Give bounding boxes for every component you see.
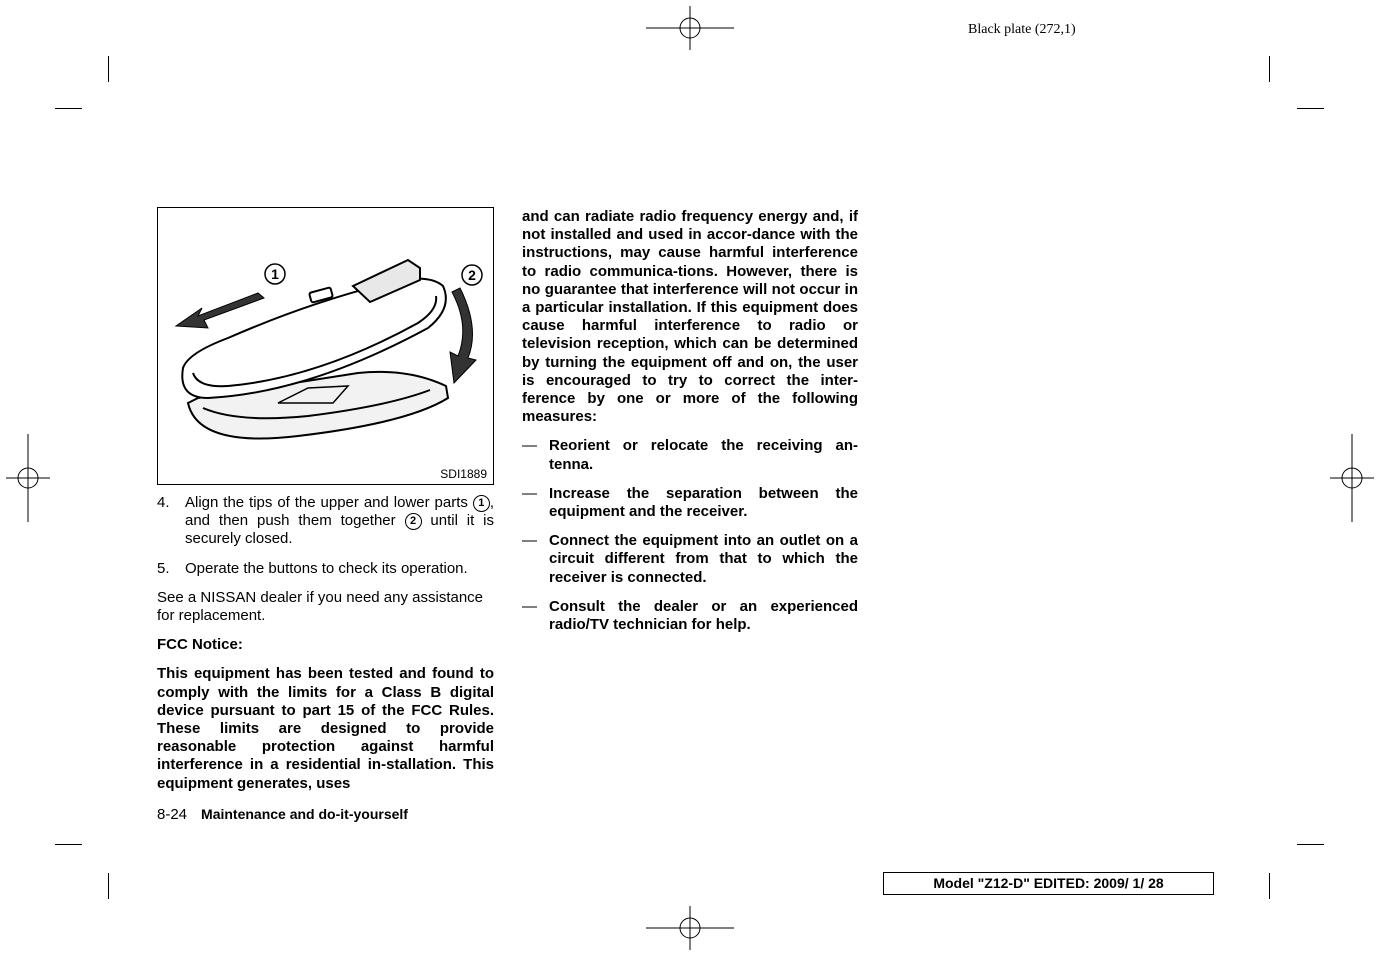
left-column: [157, 494, 494, 804]
step-text-part: until it is securely closed.: [185, 512, 494, 548]
key-fob-illustration: [158, 208, 495, 486]
step-text: Operate the buttons to check its operation.: [185, 559, 468, 577]
callout-2: [462, 265, 482, 285]
fcc-paragraph-2: and can radiate radio frequency energy and, if not installed and used in accor-dance with the instructions, may cause harmful interference to radio communica-tions. However, there is no guarantee that interference will not occur in a particular installation. If this equipment does cause harmful interference to radio or television reception, which can be determined by turning the equipment off and on, the user is encouraged to try to correct the inter-ference by one or more of the following measures:: [522, 208, 858, 426]
measure-text: Increase the separation between the equipment and the receiver.: [549, 484, 858, 521]
step-4: [157, 494, 494, 549]
step-5: [157, 560, 494, 578]
measure-item: [522, 485, 858, 521]
dash-mark: —: [522, 484, 537, 502]
fcc-paragraph-1: This equipment has been tested and found to comply with the limits for a Class B digital device pursuant to part 15 of the FCC Rules. These limits are designed to provide reasonable protection against harmful interference in a residential in-stallation. This equipment generates, uses: [157, 665, 494, 792]
section-title: Maintenance and do-it-yourself: [201, 806, 408, 822]
plate-label: Black plate (272,1): [968, 22, 1076, 37]
dealer-note: See a NISSAN dealer if you need any assistance for replacement.: [157, 588, 484, 625]
step-text-part: Align the tips of the upper and lower parts: [185, 494, 468, 511]
dash-mark: —: [522, 597, 537, 615]
measure-text: Consult the dealer or an experienced radio/TV technician for help.: [549, 597, 858, 634]
right-column: [522, 208, 858, 645]
step-number: 5.: [157, 559, 170, 577]
page-footer: [157, 806, 408, 823]
model-box: Model "Z12-D" EDITED: 2009/ 1/ 28: [883, 872, 1214, 895]
svg-text:1: 1: [271, 266, 279, 282]
callout-1: [265, 264, 285, 284]
measure-item: [522, 437, 858, 473]
step-text: [185, 494, 494, 549]
step-text-part: , and then push them together: [185, 494, 494, 530]
callout-marker-1: 1: [473, 495, 490, 512]
measure-item: [522, 598, 858, 634]
measure-text: Reorient or relocate the receiving an-tenna.: [549, 437, 858, 473]
svg-text:2: 2: [468, 267, 476, 283]
page-number: 8-24: [157, 806, 188, 823]
callout-marker-2: 2: [405, 513, 422, 530]
dash-mark: —: [522, 437, 537, 455]
measure-text: Connect the equipment into an outlet on a circuit different from that to which the receiver is connected.: [549, 532, 858, 586]
key-fob-figure: [157, 207, 494, 485]
fcc-heading: FCC Notice:: [157, 636, 243, 654]
dash-mark: —: [522, 532, 537, 550]
measure-item: [522, 532, 858, 587]
figure-code: SDI1889: [440, 467, 487, 481]
step-number: 4.: [157, 494, 170, 511]
